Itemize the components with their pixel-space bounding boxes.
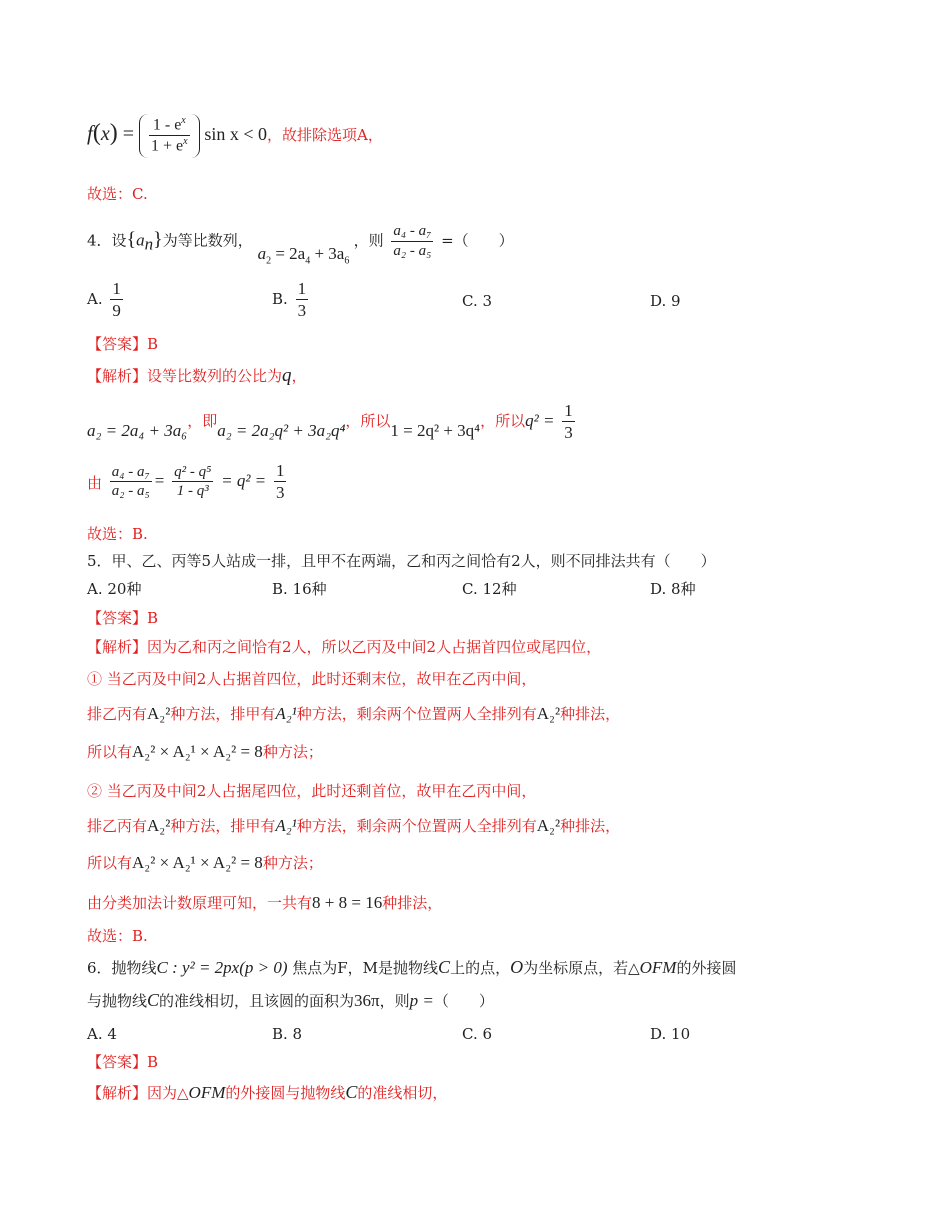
- q5-analysis-2: ① 当乙丙及中间2人占据首四位，此时还剩末位，故甲在乙丙中间，: [87, 670, 537, 688]
- line3-frac-1: [110, 463, 152, 502]
- q4-ratio-den: a₂ - a₅: [393, 242, 432, 259]
- expr-1: a₂ = 2a₄ + 3a₆: [87, 420, 188, 440]
- q4-option-d: D. 9: [650, 292, 681, 310]
- line3-frac-3: [274, 460, 287, 504]
- q6-option-b: B. 8: [272, 1025, 303, 1043]
- q4-desc: 为等比数列，: [162, 231, 253, 250]
- q6-p-eq: p =: [409, 991, 434, 1010]
- q4-number: 4．设: [87, 231, 127, 250]
- q3-den-exp: x: [183, 136, 188, 148]
- q5-analysis-3: [87, 704, 620, 724]
- q4-analysis-line3: 由 $\frac{\text{a₄ - a₇}}{\text{a₂ - a₅}}$ = $\frac{\text{q² - q⁵}}{\text{1 - q³}}$ = q² = $\frac{1}{3}$: [87, 461, 285, 503]
- q4-b-den: 3: [297, 301, 307, 321]
- q4-stem: 4．设$\{a_n\}$为等比数列， $a_2 = 2a_4 + 3a_6$ ，则 $\frac{\text{a₄ - a₇}}{\text{a₂ - a₅}}$ =（ ）: [87, 223, 514, 267]
- a7-p2: 种方法；: [262, 854, 323, 872]
- line3-f2-num: q² - q⁵: [172, 463, 213, 483]
- a3-p3: 种方法，剩余两个位置两人全排列有: [296, 705, 537, 723]
- q3-num-exp: x: [181, 115, 186, 126]
- q4-line2-frac: [562, 400, 575, 444]
- word-suoyi-1: ，所以: [345, 411, 391, 430]
- line3-f1-den: a₂ - a₅: [111, 483, 150, 500]
- q5-analysis-5: ② 当乙丙及中间2人占据尾四位，此时还剩首位，故甲在乙丙中间，: [87, 782, 537, 800]
- q3-denominator: 1 + e: [151, 137, 184, 155]
- line3-f3-num: 1: [274, 460, 287, 482]
- a3-a22: A₂²: [147, 704, 171, 723]
- q6-c-1: C: [438, 957, 451, 977]
- q5-stem: 5．甲、乙、丙等5人站成一排，且甲不在两端，乙和丙之间恰有2人，则不同排法共有（ ）: [87, 552, 716, 570]
- q6-l2-p4: （ ）: [433, 992, 494, 1010]
- q4-b-label: B.: [272, 289, 288, 308]
- q4-ask: =（ ）: [441, 231, 514, 250]
- q4-condition: [257, 244, 354, 267]
- a4-p2: 种方法；: [262, 743, 323, 761]
- x-symbol: x: [100, 122, 110, 145]
- a6-a22: A₂²: [147, 816, 171, 835]
- q6-p5: 的外接圆: [676, 959, 737, 977]
- q4-answer: 【答案】B: [87, 335, 159, 353]
- q-symbol: q: [282, 365, 292, 386]
- seq-symbol: a: [136, 230, 145, 250]
- cond-plus: + 3a: [310, 244, 345, 264]
- a6-p2: 种方法，排甲有: [170, 817, 276, 835]
- cond-lhs: a: [257, 244, 267, 264]
- q6-p3: 上的点，: [450, 959, 511, 977]
- line3-frac-2: [172, 463, 213, 502]
- q4-analysis-line2: [87, 400, 578, 444]
- exclude-note: ，故排除选项A，: [267, 125, 383, 144]
- a6-a22-b: A₂²: [536, 816, 561, 835]
- a6-p1: 排乙丙有: [87, 817, 148, 835]
- q6-analysis: [87, 1082, 447, 1104]
- q6-answer: 【答案】B: [87, 1053, 159, 1071]
- a7-prod: A₂² × A₂¹ × A₂² = 8: [132, 853, 263, 872]
- q4-ratio-num: a₄ - a₇: [391, 222, 433, 242]
- q4-option-a: [87, 278, 126, 322]
- a4-p1: 所以有: [87, 743, 133, 761]
- q4-analysis-intro: [87, 365, 307, 388]
- q6-an-c: C: [345, 1082, 358, 1102]
- a6-a21: A₂¹: [275, 816, 297, 835]
- word-you: 由: [87, 473, 103, 492]
- line3-f2-den: 1 - q³: [176, 483, 209, 500]
- q6-option-a: A. 4: [87, 1025, 117, 1043]
- a8-p2: 种排法，: [382, 894, 443, 912]
- line2-frac-num: 1: [562, 400, 575, 422]
- q3-choose: 故选：C.: [87, 185, 148, 203]
- q3-fraction: [149, 115, 190, 157]
- q6-stem-1: [87, 957, 736, 979]
- expr-3: 1 = 2q² + 3q⁴: [390, 420, 481, 440]
- q4-choose: 故选：B.: [87, 525, 148, 543]
- a8-sum: 8 + 8 = 16: [312, 893, 383, 912]
- q4-a-den: 9: [112, 301, 121, 321]
- line3-mid: = q² =: [221, 470, 267, 490]
- a3-p1: 排乙丙有: [87, 705, 148, 723]
- q6-c-2: C: [147, 990, 160, 1010]
- q5-option-c: C. 12种: [462, 580, 517, 598]
- q6-o: O: [510, 957, 524, 977]
- q5-analysis-7: [87, 853, 323, 873]
- q6-curve: C : y² = 2px(p > 0): [156, 958, 288, 977]
- q4-ratio: [391, 222, 433, 261]
- q6-ofm: OFM: [639, 958, 677, 977]
- a3-a21: A₂¹: [275, 704, 297, 723]
- q4-b-frac: [296, 278, 309, 322]
- line2-frac-den: 3: [564, 423, 573, 443]
- q5-option-a: A. 20种: [87, 580, 142, 598]
- q4-then: ，则: [353, 231, 384, 250]
- q6-p2: 焦点为F，M是抛物线: [287, 959, 439, 977]
- expr-2: a₂ = 2a₂q² + 3a₂q⁴: [217, 420, 346, 440]
- sin-expression: sin x < 0: [204, 123, 268, 144]
- q6-option-d: D. 10: [650, 1025, 691, 1043]
- q6-an-p1: 【解析】因为△: [87, 1084, 189, 1102]
- q4-comma: ，: [291, 367, 307, 385]
- cond-eq: = 2a: [271, 244, 306, 264]
- q6-p1: 6．抛物线: [87, 959, 157, 977]
- a4-prod: A₂² × A₂¹ × A₂² = 8: [132, 742, 263, 761]
- q6-l2-p3: ，则: [379, 992, 410, 1010]
- word-ji: ，即: [187, 411, 218, 430]
- cond-t2-sub: 6: [344, 255, 350, 267]
- f-symbol: f: [87, 120, 93, 145]
- q4-a-frac: [110, 278, 123, 322]
- line3-f3-den: 3: [275, 483, 285, 503]
- q5-analysis-4: [87, 742, 323, 762]
- word-suoyi-2: ，所以: [480, 411, 526, 430]
- seq-sub: n: [144, 234, 154, 254]
- q4-analysis-text: 【解析】设等比数列的公比为: [87, 367, 283, 385]
- a3-p2: 种方法，排甲有: [170, 705, 276, 723]
- q5-choose: 故选：B.: [87, 927, 148, 945]
- q4-a-num: 1: [110, 278, 123, 300]
- a8-p1: 由分类加法计数原理可知，一共有: [87, 894, 313, 912]
- cond-lhs-sub: 2: [266, 255, 272, 267]
- q5-option-b: B. 16种: [272, 580, 327, 598]
- q6-area: 36π: [354, 991, 380, 1010]
- q3-numerator: 1 - e: [152, 116, 182, 134]
- q5-answer: 【答案】B: [87, 609, 159, 627]
- q6-an-ofm: OFM: [188, 1083, 226, 1102]
- a6-p4: 种排法，: [560, 817, 621, 835]
- q6-option-c: C. 6: [462, 1025, 493, 1043]
- a7-p1: 所以有: [87, 854, 133, 872]
- abs-bars: [139, 114, 200, 158]
- q5-analysis-8: [87, 893, 442, 913]
- q4-b-num: 1: [296, 278, 309, 300]
- q6-stem-2: [87, 990, 494, 1012]
- q5-option-d: D. 8种: [650, 580, 696, 598]
- q6-an-p3: 的准线相切，: [357, 1084, 448, 1102]
- q6-an-p2: 的外接圆与抛物线: [225, 1084, 346, 1102]
- q6-l2-p2: 的准线相切，且该圆的面积为: [159, 992, 355, 1010]
- a6-p3: 种方法，剩余两个位置两人全排列有: [296, 817, 537, 835]
- a3-a22-b: A₂²: [536, 704, 561, 723]
- q5-analysis-6: [87, 816, 620, 836]
- q4-option-b: [272, 278, 311, 322]
- expr-4: q² =: [525, 410, 555, 430]
- q3-formula-line: f(x) = $\frac{1 - e^x}{1 + e^x}$ sin x < 0，故排除选项A，: [87, 114, 383, 158]
- q4-option-c: C. 3: [462, 292, 493, 310]
- q5-analysis-1: 【解析】因为乙和丙之间恰有2人，所以乙丙及中间2人占据首四位或尾四位，: [87, 638, 602, 656]
- q6-l2-p1: 与抛物线: [87, 992, 148, 1010]
- line3-f1-num: a₄ - a₇: [110, 463, 152, 483]
- q4-a-label: A.: [87, 289, 103, 308]
- q6-p4: 为坐标原点，若△: [523, 959, 640, 977]
- a3-p4: 种排法，: [560, 705, 621, 723]
- cond-t1-sub: 4: [305, 255, 311, 267]
